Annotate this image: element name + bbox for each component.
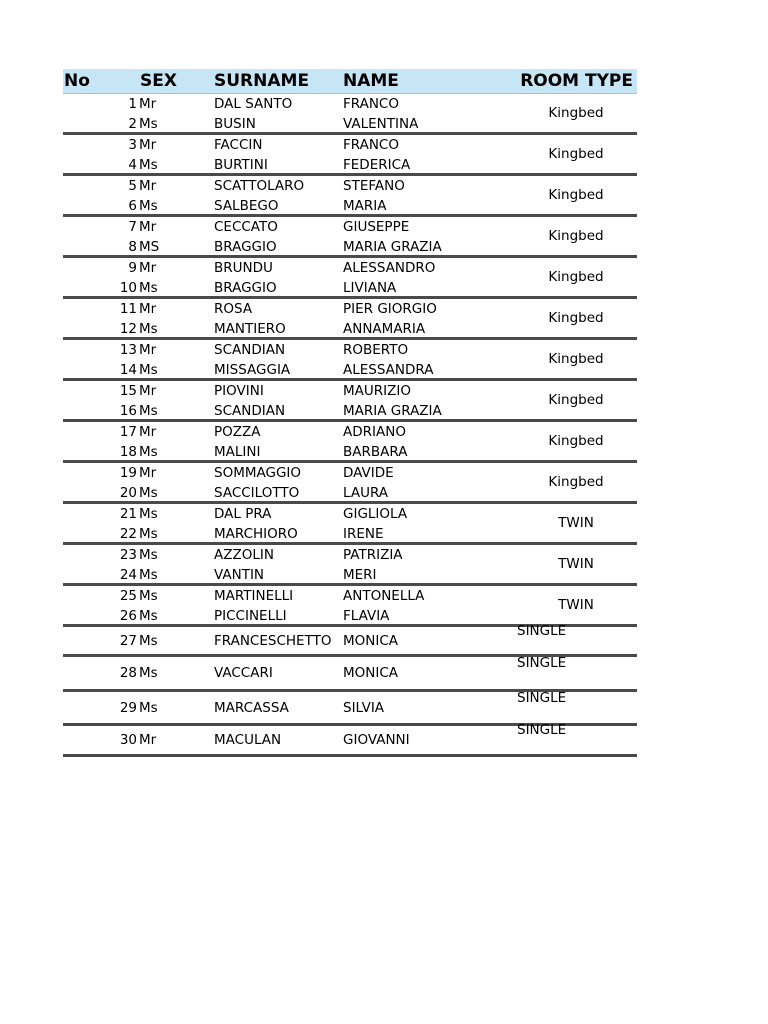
header-no: No bbox=[64, 71, 90, 91]
cell-surname: DAL PRA bbox=[214, 506, 272, 522]
cell-no: 21 bbox=[119, 506, 137, 522]
cell-surname: VANTIN bbox=[214, 567, 265, 583]
cell-surname: SOMMAGGIO bbox=[214, 465, 302, 481]
cell-sex: Ms bbox=[139, 198, 158, 214]
cell-no: 13 bbox=[119, 342, 137, 358]
cell-name: DAVIDE bbox=[343, 465, 394, 481]
cell-room-type: Kingbed bbox=[548, 351, 604, 367]
cell-surname: BRAGGIO bbox=[214, 280, 277, 296]
cell-name: FEDERICA bbox=[343, 157, 411, 173]
cell-no: 10 bbox=[119, 280, 137, 296]
header-name: NAME bbox=[343, 71, 399, 91]
cell-surname: SCATTOLARO bbox=[214, 178, 305, 194]
cell-sex: Ms bbox=[139, 444, 158, 460]
cell-no: 11 bbox=[119, 301, 137, 317]
cell-sex: Mr bbox=[139, 137, 157, 153]
cell-sex: Mr bbox=[139, 178, 157, 194]
room-group bbox=[63, 176, 637, 217]
room-group bbox=[63, 258, 637, 299]
cell-room-type: Kingbed bbox=[548, 146, 604, 162]
cell-sex: Mr bbox=[139, 383, 157, 399]
cell-name: PATRIZIA bbox=[343, 547, 403, 563]
cell-surname: DAL SANTO bbox=[214, 96, 293, 112]
cell-no: 8 bbox=[128, 239, 137, 255]
cell-sex: Ms bbox=[139, 362, 158, 378]
cell-room-type: SINGLE bbox=[517, 689, 567, 706]
header-surname: SURNAME bbox=[214, 71, 310, 91]
room-group bbox=[63, 340, 637, 381]
cell-no: 19 bbox=[119, 465, 137, 481]
cell-surname: PICCINELLI bbox=[214, 608, 287, 624]
cell-no: 30 bbox=[119, 732, 137, 748]
cell-no: 24 bbox=[119, 567, 137, 583]
table-row bbox=[63, 689, 637, 718]
cell-sex: Mr bbox=[139, 465, 157, 481]
cell-no: 28 bbox=[119, 665, 137, 681]
cell-room-type: Kingbed bbox=[548, 433, 604, 449]
cell-name: ANTONELLA bbox=[343, 588, 425, 604]
cell-name: GIGLIOLA bbox=[343, 506, 408, 522]
cell-name: ROBERTO bbox=[343, 342, 409, 358]
cell-sex: Mr bbox=[139, 424, 157, 440]
cell-name: LAURA bbox=[343, 485, 389, 501]
cell-sex: Ms bbox=[139, 567, 158, 583]
cell-no: 3 bbox=[128, 137, 137, 153]
cell-surname: SCANDIAN bbox=[214, 403, 286, 419]
cell-surname: BUSIN bbox=[214, 116, 256, 132]
cell-name: LIVIANA bbox=[343, 280, 397, 296]
cell-sex: Ms bbox=[139, 608, 158, 624]
room-group bbox=[63, 504, 637, 545]
cell-no: 14 bbox=[119, 362, 137, 378]
cell-sex: Mr bbox=[139, 342, 157, 358]
cell-sex: Ms bbox=[139, 699, 158, 716]
cell-room-type: Kingbed bbox=[548, 105, 604, 121]
cell-no: 23 bbox=[119, 547, 137, 563]
cell-surname: MISSAGGIA bbox=[214, 362, 291, 378]
cell-name: FRANCO bbox=[343, 137, 399, 153]
cell-name: MAURIZIO bbox=[343, 383, 411, 399]
cell-name: IRENE bbox=[343, 526, 384, 542]
cell-name: ALESSANDRO bbox=[343, 260, 436, 276]
cell-no: 20 bbox=[119, 485, 137, 501]
cell-surname: MARCASSA bbox=[214, 699, 289, 716]
cell-surname: SCANDIAN bbox=[214, 342, 286, 358]
cell-sex: Mr bbox=[139, 301, 157, 317]
cell-room-type: Kingbed bbox=[548, 310, 604, 326]
cell-no: 2 bbox=[128, 116, 137, 132]
room-group bbox=[63, 135, 637, 176]
cell-name: MONICA bbox=[343, 665, 399, 681]
cell-name: VALENTINA bbox=[343, 116, 419, 132]
cell-name: STEFANO bbox=[343, 178, 405, 194]
table-header bbox=[63, 69, 637, 94]
cell-no: 1 bbox=[128, 96, 137, 112]
cell-surname: MACULAN bbox=[214, 732, 282, 748]
cell-room-type: SINGLE bbox=[517, 655, 567, 671]
cell-sex: Ms bbox=[139, 632, 158, 649]
cell-room-type: SINGLE bbox=[517, 622, 567, 639]
cell-surname: PIOVINI bbox=[214, 383, 264, 399]
cell-name: FLAVIA bbox=[343, 608, 390, 624]
cell-room-type: TWIN bbox=[558, 515, 594, 531]
header-sex: SEX bbox=[140, 71, 177, 91]
cell-sex: Mr bbox=[139, 732, 157, 748]
cell-no: 17 bbox=[119, 424, 137, 440]
cell-sex: Mr bbox=[139, 260, 157, 276]
cell-no: 15 bbox=[119, 383, 137, 399]
cell-surname: VACCARI bbox=[214, 665, 273, 681]
cell-no: 6 bbox=[128, 198, 137, 214]
cell-room-type: TWIN bbox=[558, 556, 594, 572]
cell-name: MARIA bbox=[343, 198, 387, 214]
cell-surname: BRAGGIO bbox=[214, 239, 277, 255]
cell-name: MONICA bbox=[343, 632, 399, 649]
cell-room-type: TWIN bbox=[558, 597, 594, 613]
rooming-list-table bbox=[63, 69, 637, 757]
cell-name: MERI bbox=[343, 567, 377, 583]
cell-name: FRANCO bbox=[343, 96, 399, 112]
cell-surname: BURTINI bbox=[214, 157, 268, 173]
cell-room-type: SINGLE bbox=[517, 722, 567, 738]
cell-name: MARIA GRAZIA bbox=[343, 403, 442, 419]
cell-sex: Ms bbox=[139, 665, 158, 681]
cell-sex: Mr bbox=[139, 219, 157, 235]
cell-room-type: Kingbed bbox=[548, 269, 604, 285]
room-group bbox=[63, 299, 637, 340]
cell-sex: Ms bbox=[139, 116, 158, 132]
cell-surname: POZZA bbox=[214, 424, 261, 440]
cell-no: 27 bbox=[119, 632, 137, 649]
cell-surname: AZZOLIN bbox=[214, 547, 274, 563]
cell-surname: MALINI bbox=[214, 444, 261, 460]
cell-room-type: Kingbed bbox=[548, 228, 604, 244]
cell-no: 18 bbox=[119, 444, 137, 460]
cell-no: 26 bbox=[119, 608, 137, 624]
cell-name: GIOVANNI bbox=[343, 732, 410, 748]
room-group bbox=[63, 463, 637, 504]
cell-room-type: Kingbed bbox=[548, 474, 604, 490]
cell-surname: MANTIERO bbox=[214, 321, 286, 337]
cell-sex: Ms bbox=[139, 157, 158, 173]
cell-name: ANNAMARIA bbox=[343, 321, 426, 337]
header-room-type: ROOM TYPE bbox=[520, 71, 633, 91]
cell-surname: SACCILOTTO bbox=[214, 485, 300, 501]
cell-no: 12 bbox=[119, 321, 137, 337]
room-group bbox=[63, 381, 637, 422]
cell-surname: FACCIN bbox=[214, 137, 263, 153]
cell-no: 22 bbox=[119, 526, 137, 542]
table-row bbox=[63, 655, 637, 683]
cell-name: SILVIA bbox=[343, 699, 385, 716]
cell-no: 25 bbox=[119, 588, 137, 604]
cell-sex: Ms bbox=[139, 403, 158, 419]
cell-no: 4 bbox=[128, 157, 137, 173]
cell-sex: Ms bbox=[139, 321, 158, 337]
cell-sex: Ms bbox=[139, 506, 158, 522]
cell-surname: SALBEGO bbox=[214, 198, 279, 214]
cell-name: PIER GIORGIO bbox=[343, 301, 437, 317]
cell-name: ALESSANDRA bbox=[343, 362, 434, 378]
cell-sex: Ms bbox=[139, 280, 158, 296]
cell-sex: Ms bbox=[139, 588, 158, 604]
room-group bbox=[63, 545, 637, 586]
room-group bbox=[63, 94, 637, 135]
cell-room-type: Kingbed bbox=[548, 187, 604, 203]
cell-sex: Ms bbox=[139, 485, 158, 501]
cell-no: 5 bbox=[128, 178, 137, 194]
cell-sex: Ms bbox=[139, 547, 158, 563]
cell-surname: MARTINELLI bbox=[214, 588, 294, 604]
cell-no: 16 bbox=[119, 403, 137, 419]
room-group bbox=[63, 722, 637, 757]
cell-surname: BRUNDU bbox=[214, 260, 273, 276]
table-row bbox=[63, 722, 637, 750]
table-body bbox=[63, 94, 637, 757]
cell-sex: Mr bbox=[139, 96, 157, 112]
cell-surname: MARCHIORO bbox=[214, 526, 298, 542]
cell-surname: ROSA bbox=[214, 301, 253, 317]
room-group bbox=[63, 422, 637, 463]
cell-no: 7 bbox=[128, 219, 137, 235]
cell-name: MARIA GRAZIA bbox=[343, 239, 442, 255]
cell-name: ADRIANO bbox=[343, 424, 406, 440]
cell-name: BARBARA bbox=[343, 444, 408, 460]
cell-no: 9 bbox=[128, 260, 137, 276]
cell-sex: MS bbox=[139, 239, 160, 255]
cell-no: 29 bbox=[119, 699, 137, 716]
table-row bbox=[63, 622, 637, 651]
cell-sex: Ms bbox=[139, 526, 158, 542]
room-group bbox=[63, 217, 637, 258]
cell-room-type: Kingbed bbox=[548, 392, 604, 408]
cell-surname: CECCATO bbox=[214, 219, 278, 235]
cell-surname: FRANCESCHETTO bbox=[214, 632, 332, 649]
cell-name: GIUSEPPE bbox=[343, 219, 410, 235]
